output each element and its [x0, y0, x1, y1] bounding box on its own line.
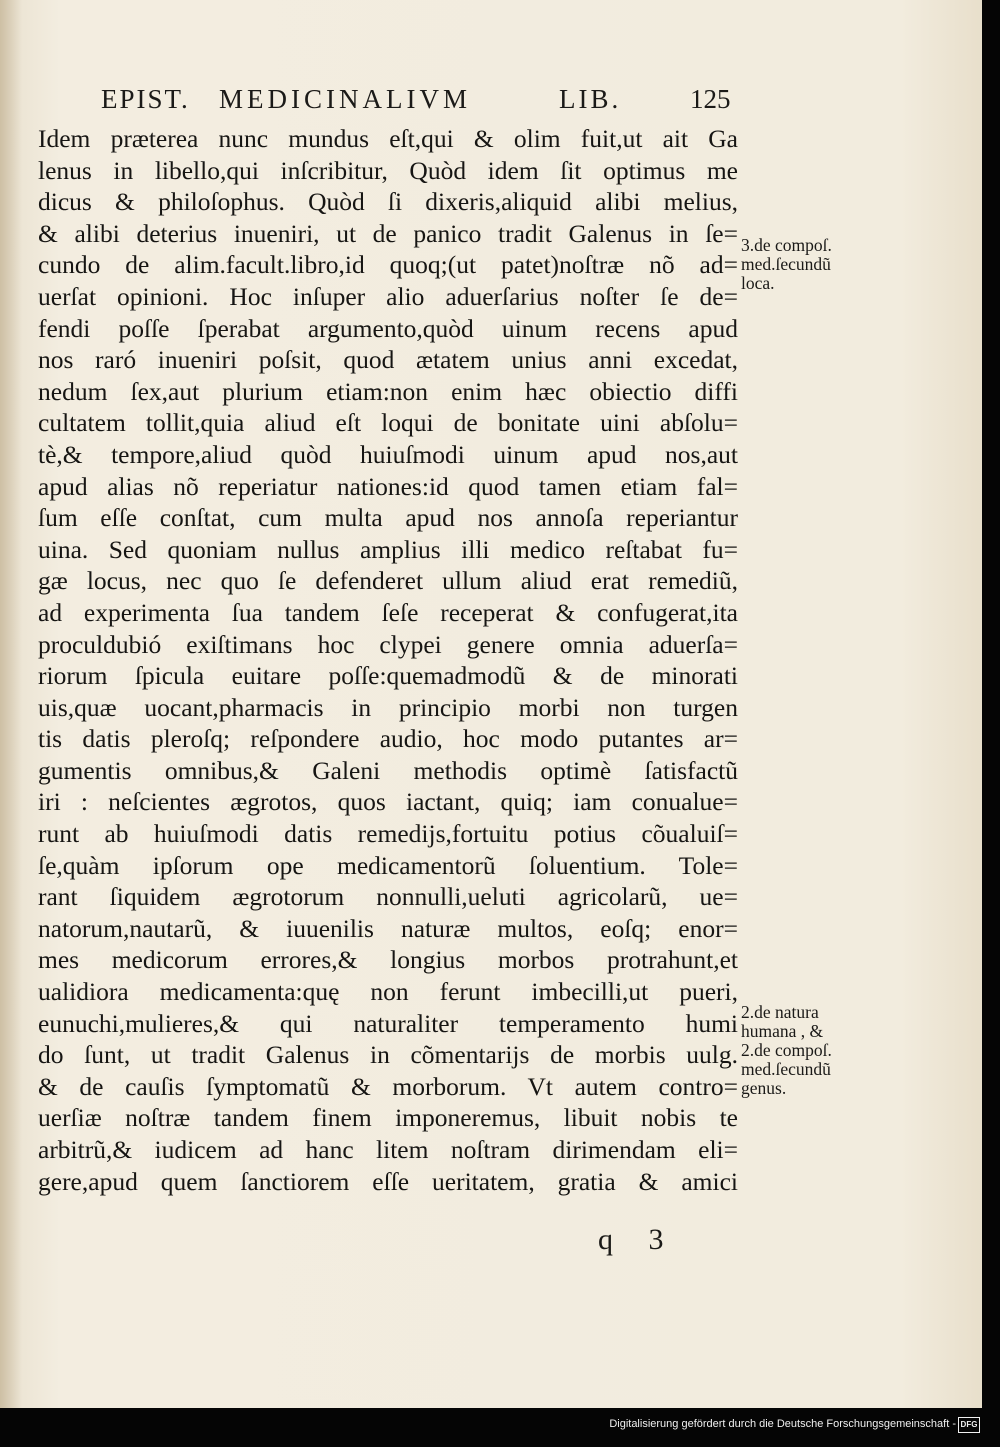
header-book: LIB.: [559, 84, 622, 114]
text-line: Idem præterea nunc mundus eſt,qui & olim fuit,ut ait Ga: [38, 124, 738, 153]
running-header: [101, 84, 741, 124]
text-line: uerſat opinioni. Hoc inſuper alio aduerſarius noſter ſe de=: [38, 281, 738, 311]
page-number: 125: [690, 84, 731, 114]
margin-note-line: med.ſecundũ: [741, 254, 831, 274]
text-line: apud alias nõ reperiatur nationes:id quod tamen etiam fal=: [38, 471, 738, 501]
margin-note-line: genus.: [741, 1078, 787, 1098]
dfg-logo: DFG: [958, 1417, 980, 1433]
text-line: ſum eſſe conſtat, cum multa apud nos annoſa reperiantur: [38, 503, 738, 533]
margin-note-1: [741, 236, 881, 293]
text-line: do ſunt, ut tradit Galenus in cõmentarijs de morbis uulg.: [38, 1040, 738, 1070]
text-line: uerſiæ noſtræ tandem finem imponeremus, libuit nobis te: [38, 1103, 738, 1133]
margin-note-line: 2.de compoſ.: [741, 1040, 832, 1060]
text-line: ad experimenta ſua tandem ſeſe receperat & confugerat,ita: [38, 597, 738, 627]
text-line: natorum,nautarũ, & iuuenilis naturæ multos, eoſq; enor=: [38, 913, 738, 943]
text-line: gumentis omnibus,& Galeni methodis optimè ſatisfactũ: [38, 755, 738, 785]
text-line: rant ſiquidem ægrotorum nonnulli,ueluti agricolarũ, ue=: [38, 882, 738, 912]
text-line: nos raró inueniri poſsit, quod ætatem unius anni excedat,: [38, 345, 738, 375]
text-line: cultatem tollit,quia aliud eſt loqui de bonitate uini abſolu=: [38, 408, 738, 438]
text-line: ualidiora medicamenta:quę non ferunt imbecilli,ut pueri,: [38, 977, 738, 1007]
text-line: fendi poſſe ſperabat argumento,quòd uinum recens apud: [38, 313, 738, 343]
margin-note-line: humana , &: [741, 1021, 824, 1041]
text-line: mes medicorum errores,& longius morbos protrahunt,et: [38, 945, 738, 975]
text-line: tè,& tempore,aliud quòd huiuſmodi uinum apud nos,aut: [38, 439, 738, 469]
text-line: runt ab huiuſmodi datis remedijs,fortuitu potius cõualuiſ=: [38, 819, 738, 849]
text-line: uis,quæ uocant,pharmacis in principio morbi non turgen: [38, 692, 738, 722]
spine-shadow: [0, 0, 22, 1408]
text-line: riorum ſpicula euitare poſſe:quemadmodũ & de minorati: [38, 661, 738, 691]
text-line: gere,apud quem ſanctiorem eſſe ueritatem, gratia & amici: [38, 1166, 738, 1196]
margin-note-line: 2.de natura: [741, 1002, 819, 1022]
text-line: eunuchi,mulieres,& qui naturaliter temperamento humi: [38, 1008, 738, 1038]
text-line: dicus & philoſophus. Quòd ſi dixeris,aliquid alibi melius,: [38, 187, 738, 217]
margin-note-line: loca.: [741, 273, 775, 293]
margin-note-2: [741, 1003, 881, 1098]
text-line: & alibi deterius inueniri, ut de panico tradit Galenus in ſe=: [38, 218, 738, 248]
text-line: lenus in libello,qui inſcribitur, Quòd idem ſit optimus me: [38, 155, 738, 185]
header-epist: EPIST.: [101, 84, 190, 114]
header-title: MEDICINALIVM: [219, 84, 471, 114]
text-line: gæ locus, nec quo ſe defenderet ullum aliud erat remediũ,: [38, 566, 738, 596]
text-line: uina. Sed quoniam nullus amplius illi medico reſtabat fu=: [38, 534, 738, 564]
margin-note-line: med.ſecundũ: [741, 1059, 831, 1079]
margin-note-line: 3.de compoſ.: [741, 235, 832, 255]
text-line: cundo de alim.facult.libro,id quoq;(ut patet)noſtræ nõ ad=: [38, 250, 738, 280]
digitization-credit: Digitalisierung gefördert durch die Deutsche Forschungsgemeinschaft -: [609, 1418, 956, 1430]
text-line: tis datis pleroſq; reſpondere audio, hoc modo putantes ar=: [38, 724, 738, 754]
text-line: ſe,quàm ipſorum ope medicamentorũ ſoluentium. Tole=: [38, 850, 738, 880]
text-line: proculdubió exiſtimans hoc clypei genere omnia aduerſa=: [38, 629, 738, 659]
signature-mark: q 3: [598, 1223, 678, 1256]
text-line: arbitrũ,& iudicem ad hanc litem noſtram dirimendam eli=: [38, 1135, 738, 1164]
main-text-block: [38, 123, 738, 1197]
text-line: & de cauſis ſymptomatũ & morborum. Vt autem contro=: [38, 1071, 738, 1101]
text-line: nedum ſex,aut plurium etiam:non enim hæc obiectio diffi: [38, 376, 738, 406]
text-line: iri : neſcientes ægrotos, quos iactant, quiq; iam conualue=: [38, 787, 738, 817]
